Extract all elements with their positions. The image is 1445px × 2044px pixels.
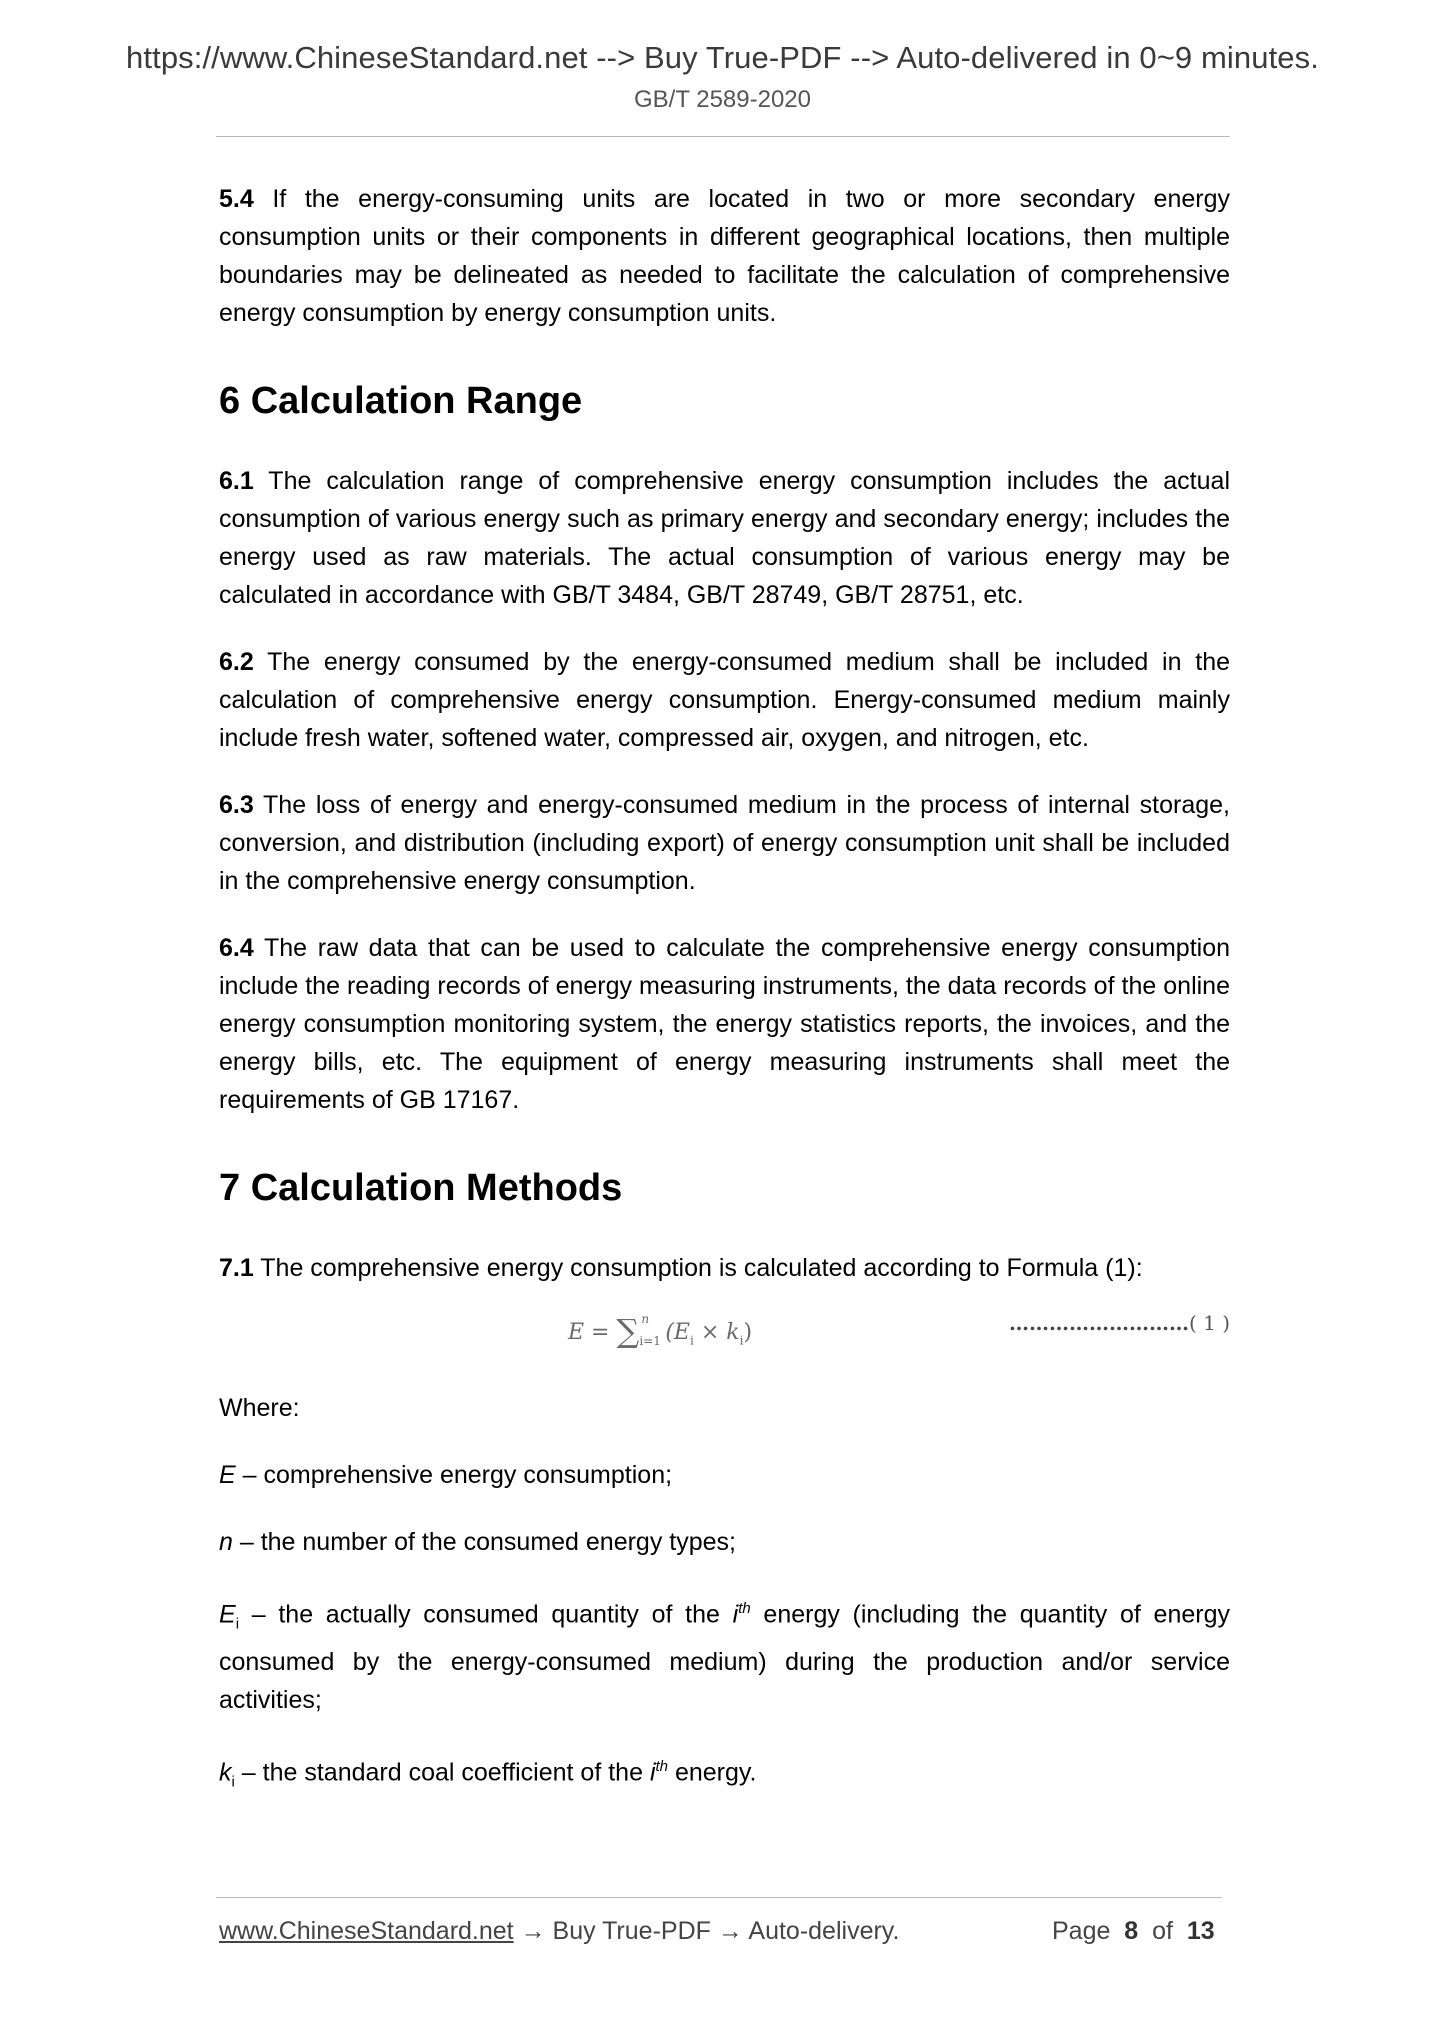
page-total: 13 — [1186, 1917, 1215, 1945]
symbol: n — [219, 1528, 233, 1556]
clause-text: The energy consumed by the energy-consumed medium shall be included in the calculation of comprehensive energy consumption. Energy-consumed medium mainly include fresh water, softened water, compressed air, oxygen, and nitrogen, etc. — [219, 648, 1230, 752]
page-indicator — [1052, 1917, 1215, 1946]
formula-lhs: E = — [568, 1320, 610, 1345]
section-heading-7: 7 Calculation Methods — [219, 1167, 623, 1209]
definition-text: – the actually consumed quantity of the — [239, 1600, 733, 1629]
clause-number: 6.1 — [219, 467, 254, 495]
clause-6-4 — [219, 929, 1230, 1119]
clause-number: 6.3 — [219, 791, 254, 819]
clause-number: 5.4 — [219, 185, 254, 213]
formula-expression — [568, 1309, 753, 1350]
clause-5-4 — [219, 180, 1230, 332]
clause-6-1 — [219, 462, 1230, 614]
symbol: E — [219, 1600, 236, 1629]
clause-number: 6.2 — [219, 648, 254, 676]
definition-text: energy. — [668, 1758, 757, 1787]
footer-divider — [216, 1897, 1222, 1898]
ordinal-suffix: th — [738, 1600, 751, 1617]
header-divider — [216, 136, 1230, 137]
definition-n — [219, 1523, 1230, 1561]
index-symbol: i — [732, 1600, 739, 1629]
formula-body-close: ) — [743, 1320, 753, 1345]
of-word: of — [1152, 1917, 1173, 1945]
clause-text: The loss of energy and energy-consumed medium in the process of internal storage, conversion, and distribution (including export) of energy consumption unit shall be included in the comprehensive energy consumption. — [219, 791, 1230, 895]
clause-text: If the energy-consuming units are located in two or more secondary energy consumption units or their components in different geographical locations, then multiple boundaries may be delineated as needed to facilitate the calculation of comprehensive energy consumption by energy consumption units. — [219, 185, 1230, 327]
clause-text: The calculation range of comprehensive energy consumption includes the actual consumption of various energy such as primary energy and secondary energy; includes the energy used as raw materials. The actual consumption of various energy may be calculated in accordance with GB/T 3484, GB/T 28749, GB/T 28751, etc. — [219, 467, 1230, 609]
clause-6-3 — [219, 786, 1230, 900]
formula-subscript: i — [739, 1333, 744, 1348]
formula-number — [1009, 1311, 1230, 1335]
definition-text: – comprehensive energy consumption; — [235, 1461, 673, 1489]
formula-times: × k — [693, 1320, 740, 1345]
symbol-subscript: i — [231, 1773, 235, 1791]
summation-limits — [639, 1312, 665, 1348]
summation-lower: i=1 — [639, 1334, 661, 1348]
symbol-subscript: i — [235, 1615, 240, 1633]
page-word: Page — [1052, 1917, 1111, 1945]
formula-1 — [219, 1297, 1230, 1367]
clause-number: 7.1 — [219, 1254, 254, 1282]
header-standard-code: GB/T 2589-2020 — [633, 86, 811, 113]
clause-text: The comprehensive energy consumption is calculated according to Formula (1): — [260, 1254, 1143, 1282]
clause-text: The raw data that can be used to calculate the comprehensive energy consumption include the reading records of energy measuring instruments, the data records of the online energy consumption monitoring system, the energy statistics reports, the invoices, and the energy bills, etc. The equipment of energy measuring instruments shall meet the requirements of GB 17167. — [219, 934, 1230, 1114]
document-body — [219, 180, 1230, 1831]
definition-E — [219, 1456, 1230, 1494]
sigma-symbol: ∑ — [616, 1312, 640, 1350]
leader-dots: ……………………… — [1008, 1311, 1189, 1335]
formula-body-open: (E — [665, 1320, 690, 1345]
ordinal-suffix: th — [655, 1758, 669, 1776]
definition-text: – the number of the consumed energy types; — [232, 1528, 736, 1556]
section-heading-6: 6 Calculation Range — [219, 380, 583, 422]
index-symbol: i — [649, 1758, 656, 1787]
clause-7-1 — [219, 1249, 1230, 1287]
summation-upper: n — [641, 1312, 650, 1326]
definition-text: energy (including the quantity of energy consumed by the energy-consumed medium) during the production and/or service activities; — [219, 1600, 1230, 1715]
definition-Ei — [219, 1590, 1230, 1719]
page-number: 8 — [1124, 1917, 1139, 1945]
symbol: k — [219, 1758, 232, 1787]
footer-site-link[interactable]: www.ChineseStandard.net — [219, 1917, 514, 1945]
formula-subscript: i — [690, 1333, 694, 1348]
footer-promo — [219, 1917, 899, 1946]
clause-number: 6.4 — [219, 934, 254, 962]
where-label: Where: — [219, 1394, 300, 1422]
footer-promo-text: → Buy True-PDF → Auto-delivery. — [513, 1917, 900, 1945]
definition-ki — [219, 1748, 1230, 1801]
definition-text: – the standard coal coefficient of the — [234, 1758, 650, 1787]
header-url-line: https://www.ChineseStandard.net --> Buy True-PDF --> Auto-delivered in 0~9 minutes. — [126, 40, 1319, 75]
clause-6-2 — [219, 643, 1230, 757]
formula-number-label: ( 1 ) — [1188, 1311, 1230, 1335]
symbol: E — [219, 1461, 236, 1489]
